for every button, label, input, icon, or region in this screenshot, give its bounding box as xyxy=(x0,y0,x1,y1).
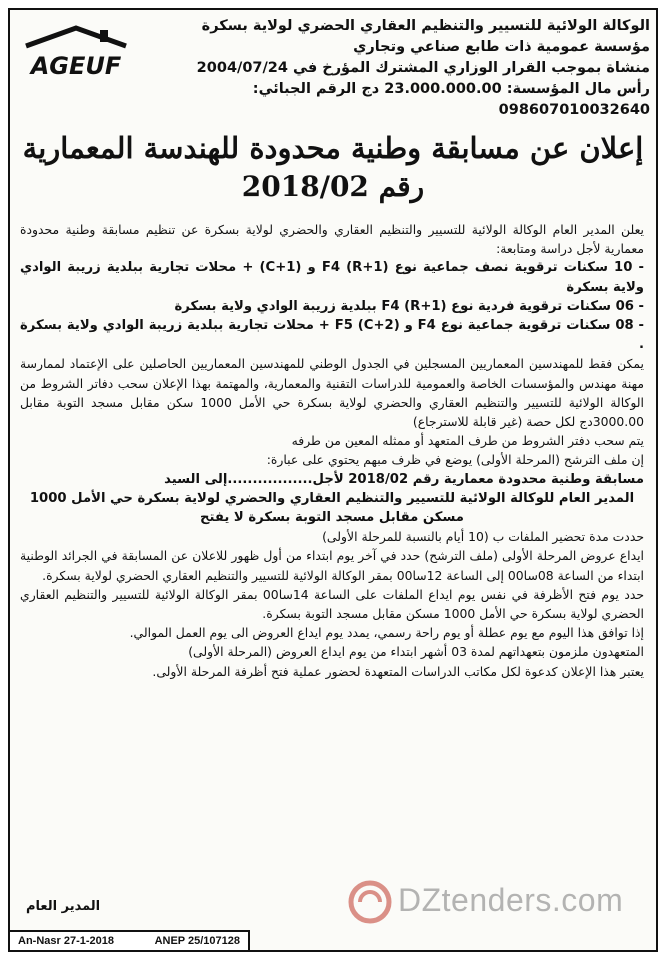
eligibility-paragraph: يمكن فقط للمهندسين المعماريين المسجلين في الجدول الوطني للمهندسين المعماريين الحاصلين على الإعتماد لممارسة مهنة مهندس والمؤسسات الخاصة والعمومية للدراسات التقنية والمعمارية، والمهتمة بهذا الإعلان سحب دفاتر الشروط من الوكالة الولائية للتسيير والتنظيم العقاري والحضري لولاية بسكرة حي الأمل 1000 سكن مقابل مسجد التوبة مقابل 3000.00دج لكل حصة (غير قابلة للاسترجاع) xyxy=(20,356,644,430)
announcement-page xyxy=(8,8,658,952)
house-roof-icon xyxy=(20,24,132,86)
header xyxy=(16,16,650,124)
footer xyxy=(10,930,250,950)
announcement-number: رقم 2018/02 xyxy=(241,170,425,203)
envelope-paragraph: إن ملف الترشح (المرحلة الأولى) يوضع في ظرف مبهم يحتوي على عبارة: xyxy=(266,452,644,468)
signature: المدير العام xyxy=(26,899,101,914)
watermark xyxy=(342,872,642,932)
logo-text: AGEUF xyxy=(30,52,122,80)
announcement-body xyxy=(20,220,644,681)
invitation-paragraph: يعتبر هذا الإعلان كدعوة لكل مكاتب الدراسات المتعهدة لحضور عملية فتح أظرفة المرحلة الأولى. xyxy=(152,663,644,679)
agency-info xyxy=(150,16,650,121)
watermark-text: DZtenders.com xyxy=(398,882,624,918)
intro-text: يعلن المدير العام الوكالة الولائية للتسيير والتنظيم العقاري والحضري لولاية بسكرة عن تنظيم مسابقة وطنية محدودة معمارية لأجل دراسة ومتابعة: xyxy=(20,222,644,257)
holiday-paragraph: إذا توافق هذا اليوم مع يوم عطلة أو يوم راحة رسمي، يمدد يوم ايداع العروض الى يوم العمل الموالي. xyxy=(129,625,644,641)
envelope-label-line2: المدير العام للوكالة الولائية للتسيير والتنظيم العقاري والحضري لولاية بسكرة حي الأمل 1000 مسكن مقابل مسجد التوبة بسكرة لا يفتح xyxy=(29,490,635,526)
project-item-3: - 08 سكنات ترقوية جماعية نوع F4 و F5 (C+2) + محلات تجارية ببلدية زريبة الوادي ولاية بسكرة . xyxy=(20,318,645,353)
agency-name: الوكالة الولائية للتسيير والتنظيم العقاري الحضري لولاية بسكرة xyxy=(201,18,650,34)
agency-type: مؤسسة عمومية ذات طابع صناعي وتجاري xyxy=(353,39,650,55)
anep-reference: ANEP 25/107128 xyxy=(154,935,240,947)
newspaper-reference: An-Nasr 27-1-2018 xyxy=(18,935,114,947)
opening-paragraph: حدد يوم فتح الأظرفة في نفس يوم ايداع الملفات على الساعة 14سا00 بمقر الوكالة الولائية للتسيير والتنظيم العقاري الحضري لولاية بسكرة حي الأمل 1000 مسكن مقابل مسجد التوبة بسكرة. xyxy=(20,586,645,622)
commitment-paragraph: المتعهدون ملزمون بتعهداتهم لمدة 03 أشهر ابتداء من يوم ايداع العروض (المرحلة الأولى) xyxy=(188,644,644,660)
dztenders-logo-icon xyxy=(346,878,394,926)
project-item-1: - 10 سكنات ترقوية نصف جماعية نوع F4 (R+1) و (C+1) + محلات تجارية ببلدية زريبة الوادي ولاية بسكرة xyxy=(20,260,644,295)
agency-capital: رأس مال المؤسسة: 23.000.000.00 دج الرقم الجبائي: 098607010032640 xyxy=(252,81,650,118)
envelope-label-line1: مسابقة وطنية محدودة معمارية رقم 2018/02 لأجل.................إلى السيد xyxy=(164,471,644,487)
withdrawal-paragraph: يتم سحب دفتر الشروط من طرف المتعهد أو ممثله المعين من طرفه xyxy=(291,433,644,449)
preparation-period: حددت مدة تحضير الملفات ب (10 أيام بالنسبة للمرحلة الأولى) xyxy=(322,529,644,545)
title-block xyxy=(10,128,656,206)
agency-decree: منشاة بموجب القرار الوزاري المشترك المؤرخ في 2004/07/24 xyxy=(196,60,650,76)
project-item-2: - 06 سكنات ترقوية فردية نوع F4 (R+1) ببلدية زريبة الوادي ولاية بسكرة xyxy=(174,298,644,314)
submission-paragraph: ايداع عروض المرحلة الأولى (ملف الترشح) حدد في آخر يوم ابتداء من أول ظهور للاعلان عن المسابقة في الجرائد الوطنية ابتداء من الساعة 08سا00 إلى الساعة 12سا00 بمقر الوكالة الولائية للتسيير والتنظيم العقاري الحضري لولاية بسكرة. xyxy=(20,548,644,583)
page-title: إعلان عن مسابقة وطنية محدودة للهندسة المعمارية xyxy=(22,131,644,165)
